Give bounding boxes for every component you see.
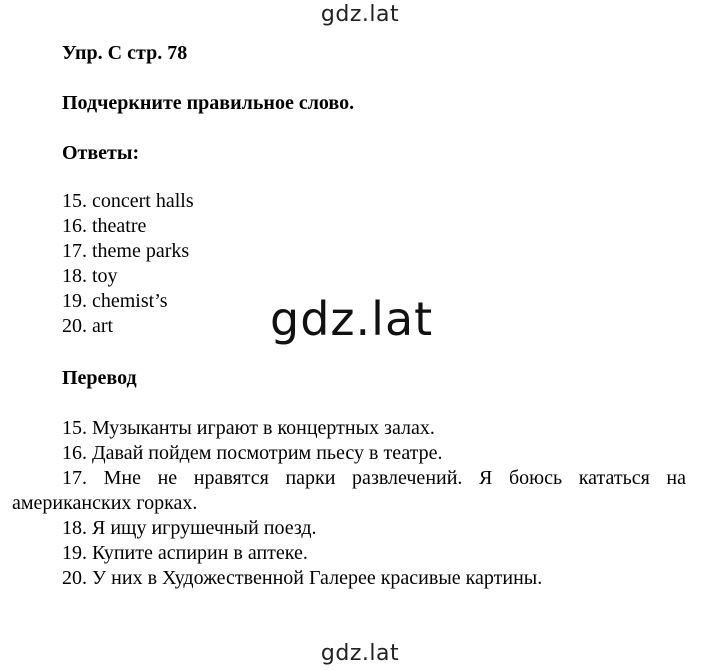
translation-item: 16. Давай пойдем посмотрим пьесу в театре.: [62, 442, 443, 464]
watermark-top: gdz.lat: [320, 2, 400, 27]
answer-item: 15. concert halls: [62, 190, 194, 212]
answer-item: 18. toy: [62, 265, 118, 287]
translation-item: 20. У них в Художественной Галерее красивые картины.: [62, 567, 543, 589]
translation-block: [12, 416, 686, 591]
translation-item: 17. Мне не нравятся парки развлечений. Я боюсь кататься на американских горках.: [12, 467, 686, 514]
translation-heading: Перевод: [62, 367, 137, 389]
translation-item: 19. Купите аспирин в аптеке.: [62, 542, 308, 564]
exercise-title: Упр. С стр. 78: [62, 42, 188, 64]
translation-item: 15. Музыканты играют в концертных залах.: [62, 417, 435, 439]
answer-item: 16. theatre: [62, 215, 147, 237]
answers-list: [62, 189, 194, 339]
translation-item: 18. Я ищу игрушечный поезд.: [62, 517, 317, 539]
instruction-heading: Подчеркните правильное слово.: [62, 92, 355, 114]
answer-item: 17. theme parks: [62, 240, 190, 262]
answer-item: 19. chemist’s: [62, 290, 168, 312]
answer-item: 20. art: [62, 315, 114, 337]
watermark-center: gdz.lat: [270, 292, 434, 346]
answers-heading: Ответы:: [62, 142, 140, 164]
watermark-bottom: gdz.lat: [320, 641, 400, 666]
